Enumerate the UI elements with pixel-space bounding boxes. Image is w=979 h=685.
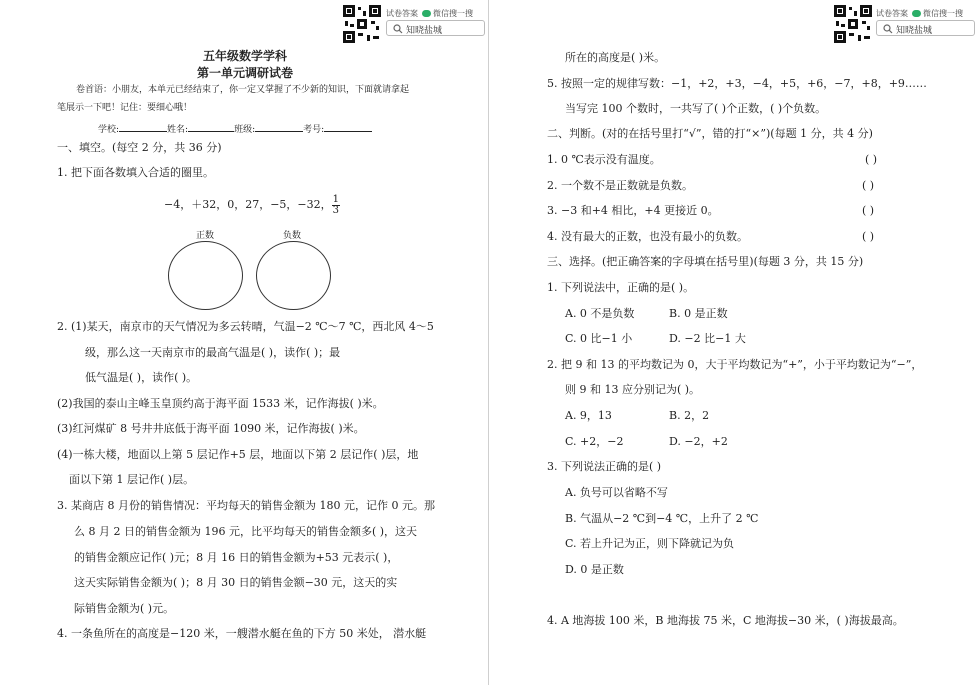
s3-q3-option-b[interactable]: B. 气温从−2 ℃到−4 ℃，上升了 2 ℃ xyxy=(565,512,759,525)
s1-q2-line3: 低气温是( )，读作( )。 xyxy=(85,371,198,384)
student-info-fields xyxy=(98,121,372,137)
preface-line-1: 卷首语：小朋友，本单元已经结束了，你一定又掌握了不少新的知识，下面就请拿起 xyxy=(76,85,410,95)
s1-q1-stem: 1. 把下面各数填入合适的圈里。 xyxy=(57,166,214,179)
positive-number-circle[interactable] xyxy=(168,241,243,310)
exam-page-right xyxy=(490,0,979,685)
s1-q2-part3: (3)红河煤矿 8 号井井底低于海平面 1090 米，记作海拔( )米。 xyxy=(57,422,365,435)
s1-q2-part4-line1: (4)一栋大楼，地面以上第 5 层记作+5 层，地面以下第 2 层记作( )层，地 xyxy=(57,448,419,461)
search-box[interactable] xyxy=(386,20,485,36)
s3-q4-stem: 4. A 地海拔 100 米，B 地海拔 75 米，C 地海拔−30 米，( )海拔最高。 xyxy=(547,614,904,627)
fraction-denominator: 3 xyxy=(332,204,340,216)
school-label: 学校: xyxy=(98,125,120,135)
s2-item-3: 3. −3 和+4 相比，+4 更接近 0。 xyxy=(547,204,719,217)
section1-heading: 一、填空。(每空 2 分，共 36 分) xyxy=(57,141,222,154)
s1-q2-part2: (2)我国的泰山主峰玉皇顶约高于海平面 1533 米，记作海拔( )米。 xyxy=(57,397,384,410)
s1-q3-line1: 3. 某商店 8 月份的销售情况：平均每天的销售金额为 180 元，记作 0 元。那 xyxy=(57,499,435,512)
wechat-icon xyxy=(422,10,431,17)
qr-code-icon xyxy=(343,5,381,43)
s3-q2-option-c[interactable]: C. +2，−2 xyxy=(565,435,624,448)
exam-no-label: 考号: xyxy=(303,125,325,135)
s3-q2-option-a[interactable]: A. 9，13 xyxy=(565,409,612,422)
s3-q1-option-d[interactable]: D. −2 比−1 大 xyxy=(669,332,746,345)
wechat-search-label: 微信搜一搜 xyxy=(923,9,963,18)
s1-q1-numbers xyxy=(164,194,340,216)
preface-line-2: 笔展示一下吧！记住：要细心哦！ xyxy=(57,103,193,113)
school-field[interactable] xyxy=(119,121,167,132)
class-label: 班级: xyxy=(234,125,256,135)
negative-circle-label: 负数 xyxy=(283,231,302,241)
s2-item-4-answer[interactable]: ( ) xyxy=(862,230,875,243)
search-icon xyxy=(883,24,893,34)
s3-q2-stem-line2: 则 9 和 13 应分别记为( )。 xyxy=(565,383,701,396)
s2-item-4: 4. 没有最大的正数，也没有最小的负数。 xyxy=(547,230,748,243)
search-box[interactable] xyxy=(876,20,975,36)
s3-q1-option-c[interactable]: C. 0 比−1 小 xyxy=(565,332,633,345)
number-list: −4，＋32，0，27，−5，−32， xyxy=(164,198,332,211)
page-divider xyxy=(488,0,489,685)
s1-q2-line1: 2. (1)某天，南京市的天气情况为多云转晴，气温−2 ℃～7 ℃，西北风 4～5 xyxy=(57,320,434,333)
s3-q2-stem-line1: 2. 把 9 和 13 的平均数记为 0，大于平均数记为“+”，小于平均数记为“−”， xyxy=(547,358,923,371)
fraction-numerator: 1 xyxy=(332,193,340,205)
s1-q4-line1: 4. 一条鱼所在的高度是−120 米，一艘潜水艇在鱼的下方 50 米处， 潜水艇 xyxy=(57,627,427,640)
s2-item-3-answer[interactable]: ( ) xyxy=(862,204,875,217)
s2-item-2: 2. 一个数不是正数就是负数。 xyxy=(547,179,693,192)
wechat-icon xyxy=(912,10,921,17)
fraction xyxy=(332,195,340,216)
s3-q1-option-a[interactable]: A. 0 不是负数 xyxy=(565,307,635,320)
s2-item-1: 1. 0 ℃表示没有温度。 xyxy=(547,153,661,166)
brand-text: 试卷答案 xyxy=(386,9,418,18)
exam-title-subject: 五年级数学学科 xyxy=(203,49,288,63)
s1-q5-line2: 当写完 100 个数时，一共写了( )个正数，( )个负数。 xyxy=(565,102,827,115)
brand-label xyxy=(876,8,963,19)
exam-title-unit: 第一单元调研试卷 xyxy=(197,66,294,80)
section2-heading: 二、判断。(对的在括号里打“√”，错的打“×”)(每题 1 分，共 4 分) xyxy=(547,127,873,140)
name-label: 姓名: xyxy=(167,125,189,135)
exam-no-field[interactable] xyxy=(324,121,372,132)
s1-q2-line2: 级，那么这一天南京市的最高气温是( )，读作( )；最 xyxy=(85,346,341,359)
section3-heading: 三、选择。(把正确答案的字母填在括号里)(每题 3 分，共 15 分) xyxy=(547,255,864,268)
s3-q3-option-d[interactable]: D. 0 是正数 xyxy=(565,563,624,576)
s1-q3-line2: 么 8 月 2 日的销售金额为 196 元，比平均每天的销售金额多( )，这天 xyxy=(74,525,418,538)
wechat-search-label: 微信搜一搜 xyxy=(433,9,473,18)
s1-q5-line1: 5. 按照一定的规律写数：−1，+2，+3，−4，+5，+6，−7，+8，+9…… xyxy=(547,77,927,90)
s3-q1-stem: 1. 下列说法中，正确的是( )。 xyxy=(547,281,695,294)
s1-q4-line2: 所在的高度是( )米。 xyxy=(565,51,666,64)
s2-item-1-answer[interactable]: ( ) xyxy=(865,153,878,166)
s1-q3-line4: 这天实际销售金额为( )；8 月 30 日的销售金额−30 元，这天的实 xyxy=(74,576,398,589)
s3-q2-option-b[interactable]: B. 2，2 xyxy=(669,409,710,422)
brand-label xyxy=(386,8,473,19)
s3-q2-option-d[interactable]: D. −2，+2 xyxy=(669,435,728,448)
qr-code-icon xyxy=(834,5,872,43)
s3-q3-option-c[interactable]: C. 若上升记为正，则下降就记为负 xyxy=(565,537,735,550)
exam-page-left xyxy=(0,0,488,685)
search-text: 知晓盐城 xyxy=(896,26,933,36)
brand-text: 试卷答案 xyxy=(876,9,908,18)
search-text: 知晓盐城 xyxy=(406,26,443,36)
s3-q1-option-b[interactable]: B. 0 是正数 xyxy=(669,307,728,320)
s3-q3-stem: 3. 下列说法正确的是( ) xyxy=(547,460,662,473)
class-field[interactable] xyxy=(255,121,303,132)
s1-q3-line3: 的销售金额应记作( )元；8 月 16 日的销售金额为+53 元表示( )， xyxy=(74,551,399,564)
s1-q2-part4-line2: 面以下第 1 层记作( )层。 xyxy=(69,473,195,486)
s3-q3-option-a[interactable]: A. 负号可以省略不写 xyxy=(565,486,668,499)
s1-q3-line5: 际销售金额为( )元。 xyxy=(74,602,175,615)
search-icon xyxy=(393,24,403,34)
positive-circle-label: 正数 xyxy=(196,231,215,241)
name-field[interactable] xyxy=(188,121,234,132)
negative-number-circle[interactable] xyxy=(256,241,331,310)
s2-item-2-answer[interactable]: ( ) xyxy=(862,179,875,192)
